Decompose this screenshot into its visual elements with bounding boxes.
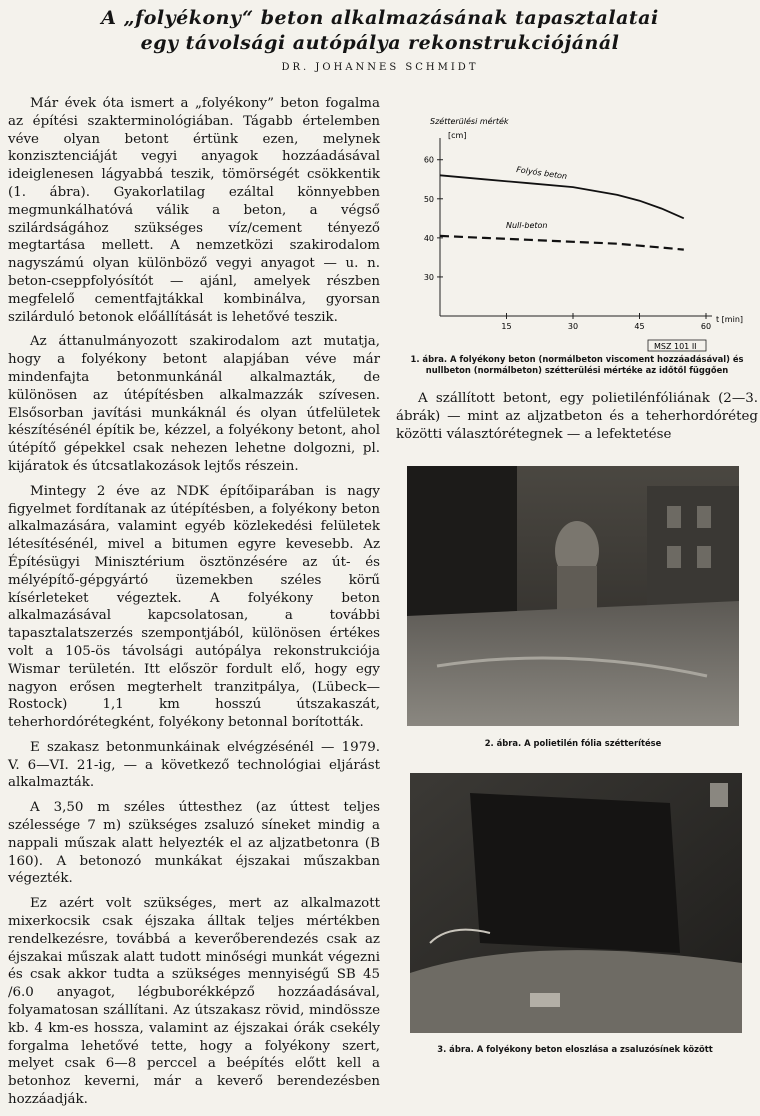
article-title-line-2: egy távolsági autópálya rekonstrukciójánál — [140, 32, 620, 54]
body-paragraph-6: Ez azért volt szükséges, mert az alkalmazott mixerkocsik csak éjszaka álltak teljes mértékben rendelkezésre, továbbá a keverőberendezés csak az éjszakai műszak alatt tudott minőségi munkát végezni és csak akkor tudta a szükséges mennyiségű SB 45 /6.0 anyagot, légbuborékképző hozzáadásával, folyamatosan szállítani. Az útszakasz rövid, mindössze kb. 4 km-es hossza, valamint az éjszakai órák csekély forgalma lehetővé tette, hogy a folyékony szert, melyet csak 6—8 perccel a beépítés előtt kell a betonhoz keverni, már a keverő berendezésben hozzáadják. — [8, 896, 380, 1108]
chart-xunit: t [min] — [716, 315, 744, 324]
figure-3-photo-drawing — [410, 773, 742, 1033]
body-paragraph-2: Az áttanulmányozott szakirodalom azt mutatja, hogy a folyékony betont alapjában véve már mindenfajta betonmunkánál alkalmazták, de különösen az útépítésben alkalmazzák szívesen. Elsősorban javítási munkáknál és olyan útfelületek készítésénél építik be, kézzel, a folyékony betont, ahol útépítő gépekkel csak nehezen lehetne dolgozni, pl. kijáratok és útcsatlakozások lejtős részein. — [8, 334, 380, 474]
chart-svg — [396, 104, 758, 352]
figure-3-caption: 3. ábra. A folyékony beton eloszlása a zsaluzósínek között — [437, 1044, 713, 1054]
article-author: DR. JOHANNES SCHMIDT — [281, 62, 479, 73]
chart-ylabel: Szétterülési mérték — [430, 117, 509, 126]
figure-2-photo — [407, 466, 739, 726]
figure-2-caption: 2. ábra. A polietilén fólia szétterítése — [484, 738, 662, 748]
chart-xtick-label: 15 — [501, 322, 512, 331]
chart-series-label-null: Null-beton — [506, 221, 548, 230]
chart-series-label-folyos: Folyós beton — [515, 165, 568, 182]
body-paragraph-5: A 3,50 m széles úttesthez (az úttest teljes szélessége 7 m) szükséges zsaluzó síneket mindig a nappali műszak alatt helyezték el az aljzatbetonra (B 160). A betonozó munkákat éjszakai műszakban végezték. — [8, 800, 380, 887]
article-header — [0, 6, 760, 73]
figure-1-chart — [396, 104, 758, 352]
chart-xtick-label: 60 — [700, 322, 712, 331]
chart-ytick-label: 40 — [423, 233, 434, 243]
chart-ytick-label: 30 — [423, 272, 434, 282]
article-title-line-1: A „folyékony“ beton alkalmazásának tapasztalatai — [101, 7, 659, 29]
chart-yunit: [cm] — [448, 131, 467, 140]
chart-series-line-1 — [440, 236, 684, 250]
chart-source-tag: MSZ 101 II — [654, 342, 697, 351]
chart-ticks — [424, 156, 711, 331]
body-paragraph-4: E szakasz betonmunkáinak elvégzésénél — 1979. V. 6—VI. 21-ig, — a következő technológiai eljárást alkalmazták. — [8, 739, 380, 791]
body-paragraph-1: Már évek óta ismert a „folyékony” beton fogalma az építési szakterminológiában. Tágabb értelemben véve olyan betont értünk ezen, melynek konzisztenciáját vegyi anyagok hozzáadásával ideiglenesen lágyabbá teszik, tömörségét csökkentik (1. ábra). Gyakorlatilag ezáltal könnyebben megmunkálhatóvá válik a beton, a végső szilárdságához szükséges víz/cement tényező megtartása mellett. A nemzetközi szakirodalom nagyszámú olyan különböző vegyi anyagot — u. n. beton-cseppfolyósítót — ajánl, amelyek részben megfelelő cementfajtákkal kombinálva, gyorsan szilárduló betonok előállítását is lehetővé teszik. — [8, 96, 380, 325]
chart-series-line-0 — [440, 175, 684, 218]
figure-1-caption: 1. ábra. A folyékony beton (normálbeton viscoment hozzáadásával) és nullbeton (normálbeton) szétterülési mértéke az időtől függően — [410, 354, 744, 375]
chart-series — [440, 175, 684, 249]
left-text-column — [8, 95, 380, 1116]
right-body-paragraph: A szállított betont, egy polietilénfóliának (2—3. ábrák) — mint az aljzatbeton és a teherhordóréteg közötti választórétegnek — a lefektetése — [396, 391, 758, 442]
chart-xtick-label: 45 — [634, 322, 645, 331]
figure-3-photo — [410, 773, 742, 1033]
chart-ytick-label: 60 — [423, 155, 434, 165]
right-column — [396, 104, 758, 443]
chart-ytick-label: 50 — [423, 194, 434, 204]
chart-xtick-label: 30 — [567, 322, 579, 331]
chart-axes — [440, 138, 712, 316]
body-paragraph-3: Mintegy 2 éve az NDK építőiparában is nagy figyelmet fordítanak az útépítésben, a folyékony beton alkalmazására, valamint egyéb közlekedési felületek létesítésénél, mivel a bitumen egyre kevesebb. Az Építésügyi Minisztérium ösztönzésére az út- és mélyépítő-gépgyártó üzemekben széles körű kísérleteket végeztek. A folyékony beton alkalmazásával kapcsolatosan, a további tapasztalatszerzés szempontjából, különösen értékes volt a 105-ös távolsági autópálya rekonstrukciója Wismar területén. Itt először fordult elő, hogy egy nagyon erősen megterhelt tranzitpálya, (Lübeck—Rostock) 1,1 km hosszú útszakaszát, teherhordórétegként, folyékony betonnal borították. — [8, 483, 380, 731]
figure-2-photo-drawing — [407, 466, 739, 726]
